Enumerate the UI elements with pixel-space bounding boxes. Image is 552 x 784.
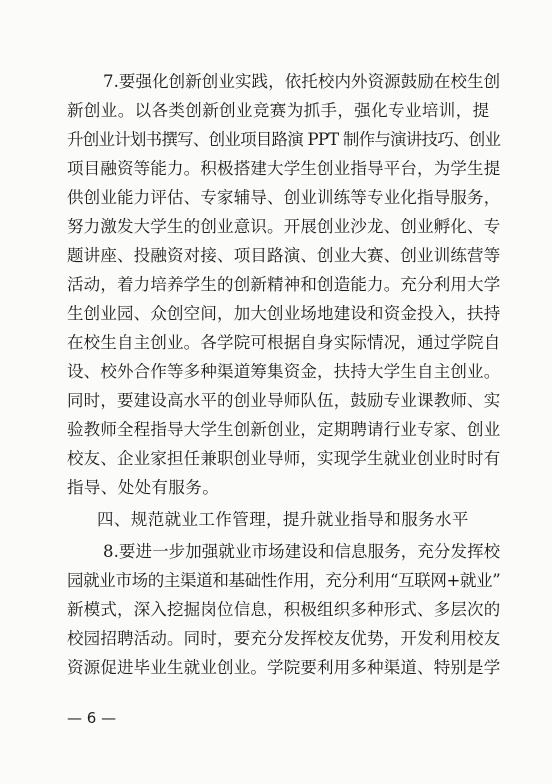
text-line: 园就业市场的主渠道和基础性作用，充分利用“互联网+就业” <box>67 571 501 590</box>
text-line: 资源促进毕业生就业创业。学院要利用多种渠道、特别是学 <box>67 658 501 677</box>
text-line: 升创业计划书撰写、创业项目路演 PPT 制作与演讲技巧、创业 <box>67 130 501 149</box>
text-line: 新模式，深入挖掘岗位信息，积极组织多种形式、多层次的 <box>67 600 501 619</box>
text-line: 题讲座、投融资对接、项目路演、创业大赛、创业训练营等 <box>67 246 501 265</box>
text-line: 指导、处处有服务。 <box>67 478 220 497</box>
text-line: 在校生自主创业。各学院可根据自身实际情况，通过学院自 <box>67 333 501 352</box>
text-line: 验教师全程指导大学生创新创业，定期聘请行业专家、创业 <box>67 420 501 439</box>
text-line: 设、校外合作等多种渠道筹集资金，扶持大学生自主创业。 <box>67 362 501 381</box>
text-line: 新创业。以各类创新创业竞赛为抓手，强化专业培训，提 <box>67 101 490 120</box>
text-line: 生创业园、众创空间，加大创业场地建设和资金投入，扶持 <box>67 304 501 323</box>
text-line: 供创业能力评估、专家辅导、创业训练等专业化指导服务， <box>67 188 501 207</box>
text-line: 校园招聘活动。同时，要充分发挥校友优势，开发利用校友 <box>67 629 501 648</box>
section-heading: 四、规范就业工作管理，提升就业指导和服务水平 <box>97 510 469 529</box>
text-line: 项目融资等能力。积极搭建大学生创业指导平台，为学生提 <box>67 159 501 178</box>
text-line: 同时，要建设高水平的创业导师队伍，鼓励专业课教师、实 <box>67 391 501 410</box>
text-line: 努力激发大学生的创业意识。开展创业沙龙、创业孵化、专 <box>67 217 501 236</box>
text-line: 校友、企业家担任兼职创业导师，实现学生就业创业时时有 <box>67 449 501 468</box>
text-line: 7.要强化创新创业实践，依托校内外资源鼓励在校生创 <box>103 72 501 91</box>
page-number: — 6 — <box>67 709 117 727</box>
text-line: 8.要进一步加强就业市场建设和信息服务，充分发挥校 <box>103 542 501 561</box>
text-line: 活动，着力培养学生的创新精神和创造能力。充分利用大学 <box>67 275 501 294</box>
